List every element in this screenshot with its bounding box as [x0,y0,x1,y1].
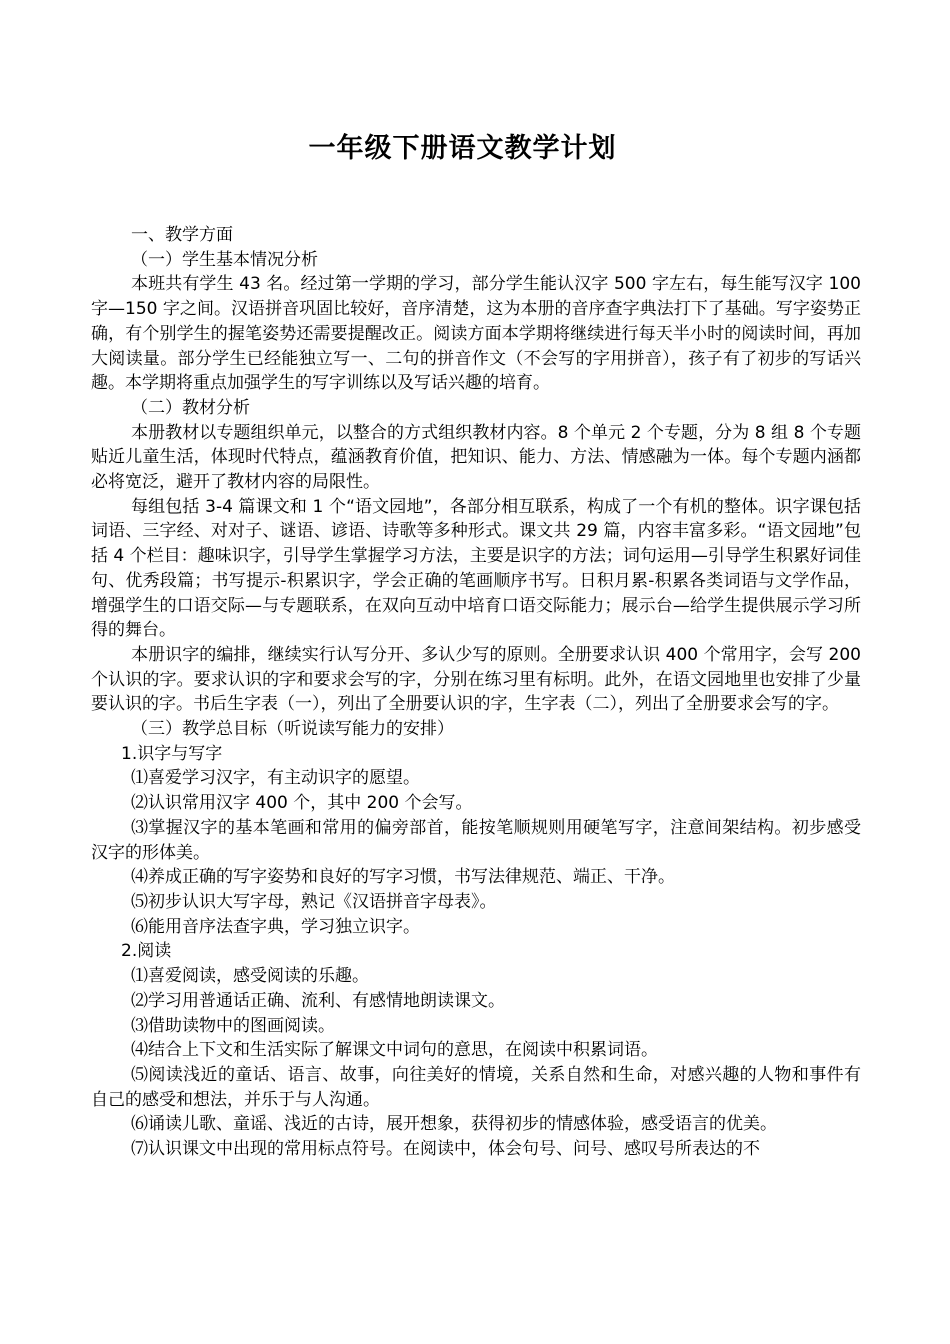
list-item: ⑴喜爱阅读，感受阅读的乐趣。 [131,966,369,987]
subsection-heading: （二）教材分析 [131,397,250,418]
section-heading: 一、教学方面 [131,225,233,245]
page-title: 一年级下册语文教学计划 [308,133,617,164]
goal-category-heading: 2.阅读 [121,941,172,962]
list-item: ⑺认识课文中出现的常用标点符号。在阅读中，体会句号、问号、感叹号所表达的不 [131,1139,760,1160]
list-item: ⑶借助读物中的图画阅读。 [131,1015,335,1036]
list-item: ⑵认识常用汉字 400 个，其中 200 个会写。 [131,793,473,814]
list-item: ⑸初步认识大写字母，熟记《汉语拼音字母表》。 [131,891,497,912]
list-item: ⑸阅读浅近的童话、语言、故事，向往美好的情境，关系自然和生命，对感兴趣的人物和事件有自己的感受和想法，并乐于与人沟通。 [91,1064,861,1110]
list-item: ⑷结合上下文和生活实际了解课文中词句的意思，在阅读中积累词语。 [131,1040,658,1061]
document-body [91,223,861,1162]
body-paragraph: 本班共有学生 43 名。经过第一学期的学习，部分学生能认汉字 500 字左右，每生能写汉字 100 字—150 字之间。汉语拼音巩固比较好，音序清楚，这为本册的音序查字典法打下了基础。写字姿势正确，有个别学生的握笔姿势还需要提醒改正。阅读方面本学期将继续进行每天半小时的阅读时间，再加大阅读量。部分学生已经能独立写一、二句的拼音作文（不会写的字用拼音），孩子有了初步的写话兴趣。本学期将重点加强学生的写字训练以及写话兴趣的培育。 [91,274,861,394]
body-paragraph: 本册教材以专题组织单元，以整合的方式组织教材内容。8 个单元 2 个专题，分为 8 组 8 个专题贴近儿童生活，体现时代特点，蕴涵教育价值，把知识、能力、方法、情感融为一体。每个专题内涵都必将宽泛，避开了教材内容的局限性。 [91,422,861,493]
body-paragraph: 本册识字的编排，继续实行认写分开、多认少写的原则。全册要求认识 400 个常用字，会写 200 个认识的字。要求认识的字和要求会写的字，分别在练习里有标明。此外，在语文园地里也安排了少量要认识的字。书后生字表（一），列出了全册要认识的字，生字表（二），列出了全册要求会写的字。 [91,644,861,715]
list-item: ⑹诵读儿歌、童谣、浅近的古诗，展开想象，获得初步的情感体验，感受语言的优美。 [131,1114,777,1135]
list-item: ⑴喜爱学习汉字，有主动识字的愿望。 [131,768,420,789]
body-paragraph: 每组包括 3-4 篇课文和 1 个“语文园地”，各部分相互联系，构成了一个有机的整体。识字课包括词语、三字经、对对子、谜语、谚语、诗歌等多种形式。课文共 29 篇，内容丰富多彩。“语文园地”包括 4 个栏目：趣味识字，引导学生掌握学习方法，主要是识字的方法；词句运用—引导学生积累好词佳句、优秀段篇；书写提示-积累识字，学会正确的笔画顺序书写。日积月累-积累各类词语与文学作品，增强学生的口语交际—与专题联系，在双向互动中培育口语交际能力；展示台—给学生提供展示学习所得的舞台。 [91,496,861,641]
list-item: ⑶掌握汉字的基本笔画和常用的偏旁部首，能按笔顺规则用硬笔写字，注意间架结构。初步感受汉字的形体美。 [91,817,861,863]
list-item: ⑹能用音序法查字典，学习独立识字。 [131,916,420,937]
list-item: ⑵学习用普通话正确、流利、有感情地朗读课文。 [131,990,505,1011]
list-item: ⑷养成正确的写字姿势和良好的写字习惯，书写法律规范、端正、干净。 [131,867,675,888]
subsection-heading: （三）教学总目标（听说读写能力的安排） [131,719,454,740]
subsection-heading: （一）学生基本情况分析 [131,249,318,270]
goal-category-heading: 1.识字与写字 [121,743,223,764]
